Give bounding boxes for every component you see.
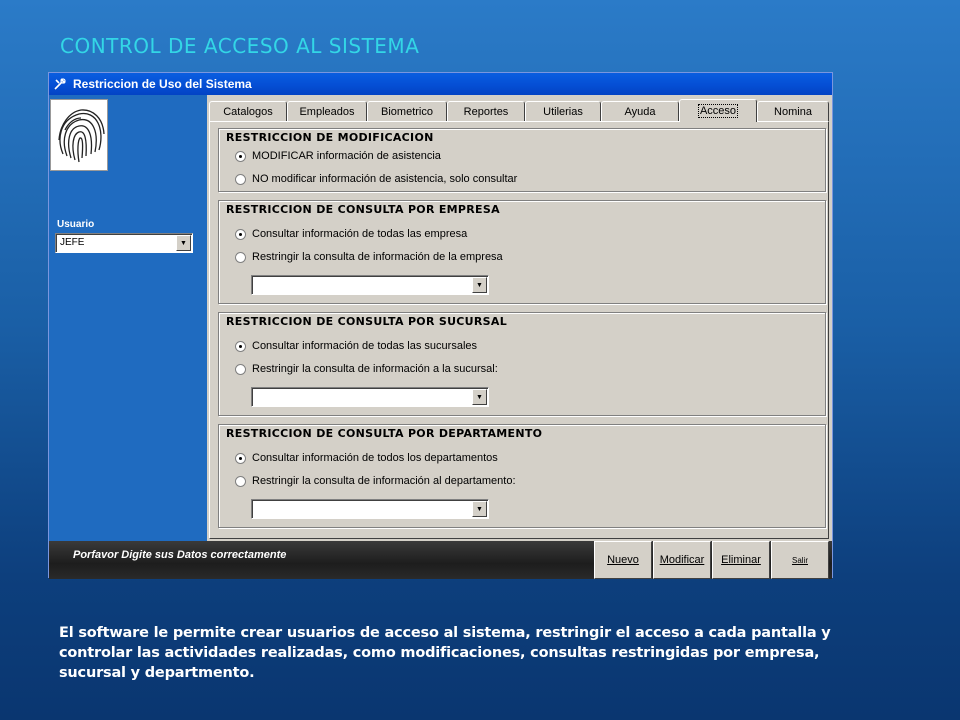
radio-unselected-icon[interactable] (235, 174, 246, 185)
group-sucursal-title: RESTRICCION DE CONSULTA POR SUCURSAL (226, 315, 508, 328)
usuario-select[interactable] (55, 233, 193, 253)
slide-caption: El software le permite crear usuarios de acceso al sistema, restringir el acceso a cada pantalla y controlar las actividades realizadas, como modificaciones, consultas restringidas por empresa, sucursal y departmento. (59, 625, 831, 681)
group-modificacion (218, 128, 826, 192)
chevron-down-icon[interactable]: ▼ (472, 389, 487, 405)
radio-empresa-todas[interactable]: Consultar información de todas las empresa (235, 228, 467, 240)
fingerprint-icon (50, 99, 108, 171)
tab-catalogos[interactable]: Catalogos (209, 101, 287, 121)
chevron-down-icon[interactable]: ▼ (472, 277, 487, 293)
eliminar-button[interactable]: Eliminar (712, 541, 770, 579)
tab-strip (209, 99, 829, 121)
group-departamento (218, 424, 826, 528)
group-empresa (218, 200, 826, 304)
radio-sucursal-todas[interactable]: Consultar información de todas las sucursales (235, 340, 477, 352)
radio-selected-icon[interactable] (235, 453, 246, 464)
window-title: Restriccion de Uso del Sistema (73, 77, 252, 91)
usuario-label: Usuario (57, 219, 95, 230)
radio-departamento-restringir[interactable]: Restringir la consulta de información al departamento: (235, 475, 516, 487)
tab-body-acceso (209, 121, 829, 539)
group-sucursal (218, 312, 826, 416)
empresa-select[interactable] (251, 275, 489, 295)
radio-unselected-icon[interactable] (235, 476, 246, 487)
radio-sucursal-restringir[interactable]: Restringir la consulta de información a la sucursal: (235, 363, 498, 375)
tab-empleados[interactable]: Empleados (287, 101, 367, 121)
radio-selected-icon[interactable] (235, 341, 246, 352)
tab-reportes[interactable]: Reportes (447, 101, 525, 121)
tab-nomina[interactable]: Nomina (757, 101, 829, 121)
salir-button[interactable]: Salir (771, 541, 829, 579)
radio-empresa-restringir[interactable]: Restringir la consulta de información de la empresa (235, 251, 503, 263)
chevron-down-icon[interactable]: ▼ (472, 501, 487, 517)
group-departamento-title: RESTRICCION DE CONSULTA POR DEPARTAMENTO (226, 427, 543, 440)
group-empresa-title: RESTRICCION DE CONSULTA POR EMPRESA (226, 203, 500, 216)
slide-title: CONTROL DE ACCESO AL SISTEMA (60, 34, 420, 58)
chevron-down-icon[interactable]: ▼ (176, 235, 191, 251)
radio-unselected-icon[interactable] (235, 252, 246, 263)
nuevo-button[interactable]: Nuevo (594, 541, 652, 579)
departamento-select[interactable] (251, 499, 489, 519)
radio-unselected-icon[interactable] (235, 364, 246, 375)
tab-utilerias[interactable]: Utilerias (525, 101, 601, 121)
left-panel (49, 95, 207, 541)
modificar-button[interactable]: Modificar (653, 541, 711, 579)
group-modificacion-title: RESTRICCION DE MODIFICACION (226, 131, 434, 144)
radio-selected-icon[interactable] (235, 151, 246, 162)
radio-modificar[interactable]: MODIFICAR información de asistencia (235, 150, 441, 162)
sucursal-select[interactable] (251, 387, 489, 407)
tab-ayuda[interactable]: Ayuda (601, 101, 679, 121)
tools-icon (53, 77, 67, 91)
status-bar (49, 541, 832, 579)
radio-departamento-todos[interactable]: Consultar información de todos los departamentos (235, 452, 498, 464)
radio-selected-icon[interactable] (235, 229, 246, 240)
right-panel (207, 95, 832, 541)
access-restriction-window (48, 72, 833, 578)
window-titlebar[interactable] (49, 73, 832, 95)
tab-biometrico[interactable]: Biometrico (367, 101, 447, 121)
usuario-select-value: JEFE (60, 237, 85, 248)
status-message: Porfavor Digite sus Datos correctamente (73, 549, 287, 561)
radio-no-modificar[interactable]: NO modificar información de asistencia, solo consultar (235, 173, 517, 185)
tab-acceso[interactable]: Acceso (679, 99, 757, 122)
